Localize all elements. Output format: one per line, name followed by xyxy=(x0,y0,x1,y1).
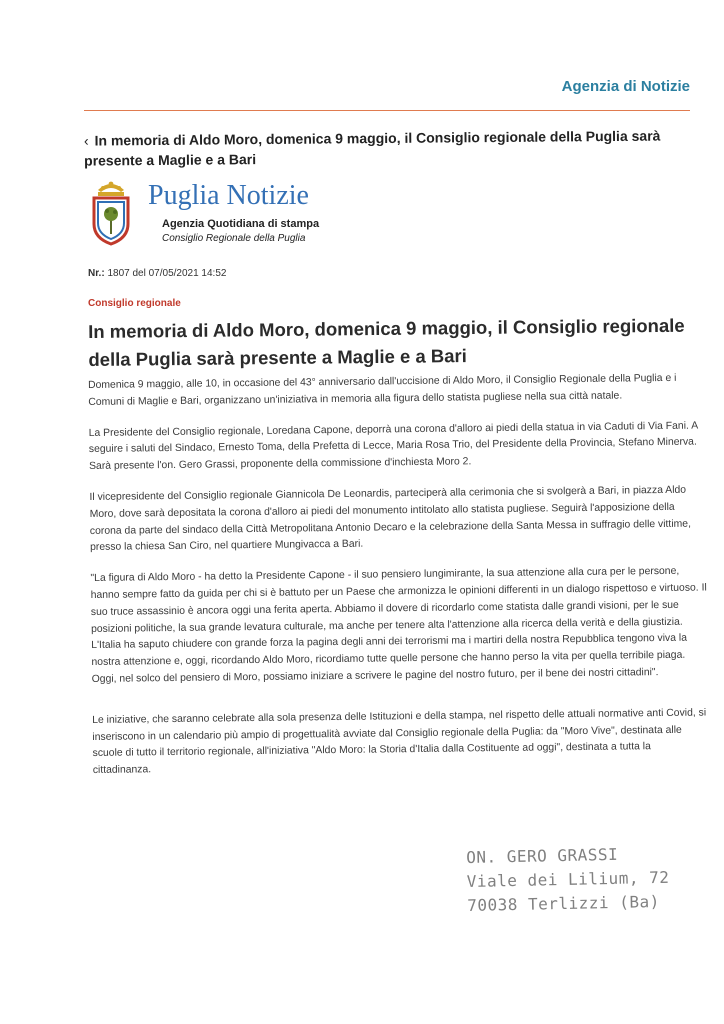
stamp-line: ON. GERO GRASSI xyxy=(466,844,619,867)
back-link-title[interactable]: In memoria di Aldo Moro, domenica 9 maggio, il Consiglio regionale della Puglia sarà presente a Maglie e a Bari xyxy=(84,127,661,169)
paragraph: Il vicepresidente del Consiglio regionale Giannicola De Leonardis, parteciperà alla cerimonia che si svolgerà a Bari, in piazza Aldo Moro, dove sarà depositata la corona d'alloro ai piedi del monumento intitolato allo statista pugliese. Seguirà l'apposizione della corona da parte del sindaco della Città Metropolitana Antonio Decaro e la celebrazione della Santa Messa in suffragio delle vittime, presso la chiesa San Ciro, nel quartiere Mungivacca a Bari. xyxy=(89,484,691,554)
article-meta xyxy=(88,268,226,279)
article-body xyxy=(88,370,711,793)
back-link[interactable] xyxy=(84,125,684,170)
puglia-crest-icon xyxy=(88,176,134,246)
article-headline: In memoria di Aldo Moro, domenica 9 maggio, il Consiglio regionale della Puglia sarà presente a Maglie e a Bari xyxy=(88,314,685,370)
header-divider xyxy=(84,110,690,111)
meta-nr-value: 1807 del 07/05/2021 14:52 xyxy=(107,268,227,279)
meta-nr-label: Nr.: xyxy=(88,268,105,279)
paragraph: La Presidente del Consiglio regionale, Loredana Capone, deporrà una corona d'alloro ai piedi della statua in via Caduti di Via Fani. A seguire i saluti del Sindaco, Ernesto Toma, della Prefetta di Lecce, Maria Rosa Trio, del Presidente della Provincia, Stefano Minerva. Sarà presente l'on. Gero Grassi, proponente della commissione d'inchiesta Moro 2. xyxy=(88,420,698,473)
agency-header: Agenzia di Notizie xyxy=(561,78,690,95)
paragraph: "La figura di Aldo Moro - ha detto la Presidente Capone - il suo pensiero lungimirante, la sua attenzione alla cura per le persone, hanno sempre fatto da guida per chi si è battuto per un Paese che armonizza le opinioni differenti in un dialogo rispettoso e virtuoso. Il suo truce assassinio è ancora oggi una ferita aperta. Abbiamo il dovere di ricordarlo come statista dalle grandi visioni, per le sue posizioni politiche, la sua grande levatura culturale, ma anche per tenere alta l'attenzione alla ricerca della verità e della giustizia. L'Italia ha saputo chiudere con grande forza la pagina degli anni dei terrorismi ma i martiri della nostra Repubblica tengono viva la nostra attenzione e, oggi, ricordando Aldo Moro, ricordiamo tutte quelle persone che hanno perso la vita per quella terribile piaga. Oggi, nel solco del pensiero di Moro, possiamo iniziare a scrivere le pagine del nostro futuro, per il bene dei nostri cittadini". xyxy=(90,565,707,685)
brand-logo xyxy=(88,176,378,248)
paragraph: Domenica 9 maggio, alle 10, in occasione del 43° anniversario dall'uccisione di Aldo Moro, il Consiglio Regionale della Puglia e i Comuni di Maglie e Bari, organizzano un'iniziativa in memoria alla figura dello statista pugliese nella sua città natale. xyxy=(88,372,677,408)
category-label[interactable]: Consiglio regionale xyxy=(88,298,181,309)
address-stamp xyxy=(466,842,670,918)
brand-title: Puglia Notizie xyxy=(148,180,309,211)
stamp-line: 70038 Terlizzi (Ba) xyxy=(467,891,660,915)
stamp-line: Viale dei Lilium, 72 xyxy=(466,867,670,891)
brand-tagline: Consiglio Regionale della Puglia xyxy=(162,233,306,244)
brand-subtitle: Agenzia Quotidiana di stampa xyxy=(162,218,320,230)
chevron-left-icon[interactable]: ‹ xyxy=(83,132,89,149)
paragraph: Le iniziative, che saranno celebrate alla sola presenza delle Istituzioni e della stampa, nel rispetto delle attuali normative anti Covid, si inseriscono in un calendario più ampio di progettualità avviate dal Consiglio regionale della Puglia: da "Moro Vive", destinata alle scuole di tutto il territorio regionale, all'iniziativa "Aldo Moro: la Storia d'Italia dalla Costituente ad oggi", destinata a tutta la cittadinanza. xyxy=(92,707,707,777)
